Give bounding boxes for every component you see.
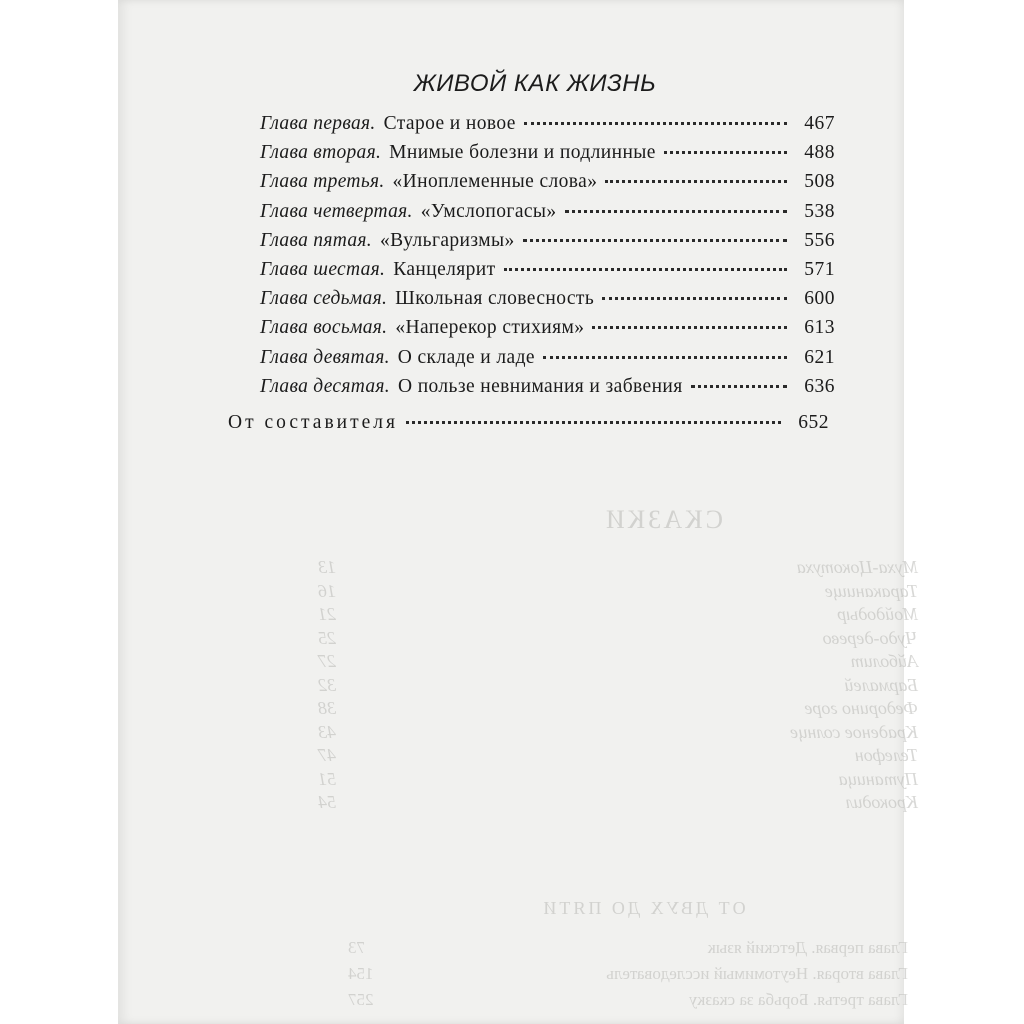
show-through-title-2: ОТ ДВУХ ДО ПЯТИ <box>540 898 746 918</box>
dot-leader <box>592 325 787 329</box>
dot-leader <box>664 150 787 154</box>
dot-leader <box>504 267 787 271</box>
chapter-title: О пользе невнимания и забвения <box>397 375 683 397</box>
show-through-entry-title: Краденое солнце <box>790 721 918 742</box>
chapter-title: Школьная словесность <box>395 288 595 310</box>
show-through-entry-page: 25 <box>318 627 336 648</box>
dot-leader <box>406 420 781 424</box>
dot-leader <box>523 238 787 242</box>
show-through-entry-page: 32 <box>318 674 336 695</box>
chapter-label: Глава седьмая. <box>260 288 388 310</box>
show-through-entry-page: 54 <box>318 792 336 812</box>
toc-entry <box>260 230 835 259</box>
show-through-entry-title: Крокодил <box>845 792 918 812</box>
show-through-entry-page: 13 <box>318 557 336 577</box>
show-through-entry-page: 51 <box>318 768 336 789</box>
show-through-entry-page: 154 <box>348 964 374 983</box>
chapter-title: «Наперекор стихиям» <box>395 317 585 339</box>
chapter-page-number: 636 <box>804 375 835 397</box>
toc-entry <box>260 171 835 200</box>
chapter-page-number: 556 <box>804 229 835 251</box>
chapter-label: Глава третья. <box>260 171 385 193</box>
show-through-entry-page: 21 <box>318 604 336 624</box>
chapter-page-number: 600 <box>804 288 835 310</box>
show-through-title: СКАЗКИ <box>603 505 723 534</box>
chapter-title: Канцелярит <box>393 258 496 280</box>
chapter-label: Глава первая. <box>260 113 376 134</box>
show-through-entry-page: 257 <box>348 990 374 1009</box>
dot-leader <box>524 121 787 125</box>
toc-entry <box>260 259 835 288</box>
show-through-entry-title: Глава третья. Борьба за сказку <box>688 990 908 1009</box>
show-through-entry-title: Федорино горе <box>804 698 918 718</box>
show-through-entry-title: Бармалей <box>844 674 918 695</box>
show-through-entry-page: 27 <box>318 651 336 671</box>
show-through-entry-title: Глава вторая. Неутомимый исследователь <box>606 964 908 983</box>
dot-leader <box>691 384 787 388</box>
toc-entry <box>260 288 835 317</box>
appendix-title: От составителя <box>228 412 398 433</box>
chapter-label: Глава пятая. <box>260 229 372 251</box>
toc-entry <box>260 376 835 405</box>
toc-entry <box>260 317 835 346</box>
show-through-entry-title: Путаница <box>838 768 918 789</box>
chapter-title: Старое и новое <box>383 113 516 134</box>
show-through-entry-page: 73 <box>348 938 365 957</box>
dot-leader <box>543 355 787 359</box>
show-through-entry-title: Муха-Цокотуха <box>796 557 918 577</box>
show-through-entry-page: 38 <box>318 698 336 718</box>
show-through-entry-title: Телефон <box>854 745 918 765</box>
chapter-title: «Иноплеменные слова» <box>392 171 598 193</box>
chapter-page-number: 621 <box>804 346 835 368</box>
chapter-title: О складе и ладе <box>397 346 535 368</box>
show-through-entry-page: 43 <box>318 721 336 742</box>
chapter-label: Глава девятая. <box>260 346 390 368</box>
show-through-entry-title: Глава первая. Детский язык <box>707 938 908 957</box>
show-through-entry-page: 47 <box>318 745 336 765</box>
chapter-title: «Вульгаризмы» <box>379 229 515 251</box>
chapter-page-number: 467 <box>804 113 835 134</box>
chapter-title: Мнимые болезни и подлинные <box>389 142 656 164</box>
show-through-entry-title: Мойдодыр <box>837 604 918 624</box>
chapter-page-number: 538 <box>804 200 835 222</box>
toc-entry <box>260 201 835 230</box>
dot-leader <box>565 209 787 213</box>
chapter-label: Глава четвертая. <box>260 200 413 222</box>
chapter-label: Глава шестая. <box>260 258 386 280</box>
toc-entry <box>260 113 835 142</box>
appendix-page-number: 652 <box>798 412 829 433</box>
show-through-entry-title: Чудо-дерево <box>822 627 918 648</box>
section-title: ЖИВОЙ КАК ЖИЗНЬ <box>413 70 657 97</box>
appendix-entry <box>228 412 829 434</box>
chapter-page-number: 488 <box>804 142 835 164</box>
chapter-label: Глава восьмая. <box>260 317 388 339</box>
chapter-page-number: 571 <box>804 258 835 280</box>
toc-entry <box>260 347 835 376</box>
show-through-entry-title: Айболит <box>850 651 918 671</box>
toc-entry <box>260 142 835 171</box>
chapter-page-number: 508 <box>804 171 835 193</box>
dot-leader <box>605 179 787 183</box>
show-through-entry-page: 16 <box>318 580 336 601</box>
chapter-page-number: 613 <box>804 317 835 339</box>
chapter-label: Глава десятая. <box>260 375 390 397</box>
dot-leader <box>602 296 787 300</box>
show-through-entry-title: Тараканище <box>824 580 918 601</box>
chapter-list <box>260 113 835 405</box>
chapter-label: Глава вторая. <box>260 142 382 164</box>
chapter-title: «Умслопогасы» <box>420 200 557 222</box>
